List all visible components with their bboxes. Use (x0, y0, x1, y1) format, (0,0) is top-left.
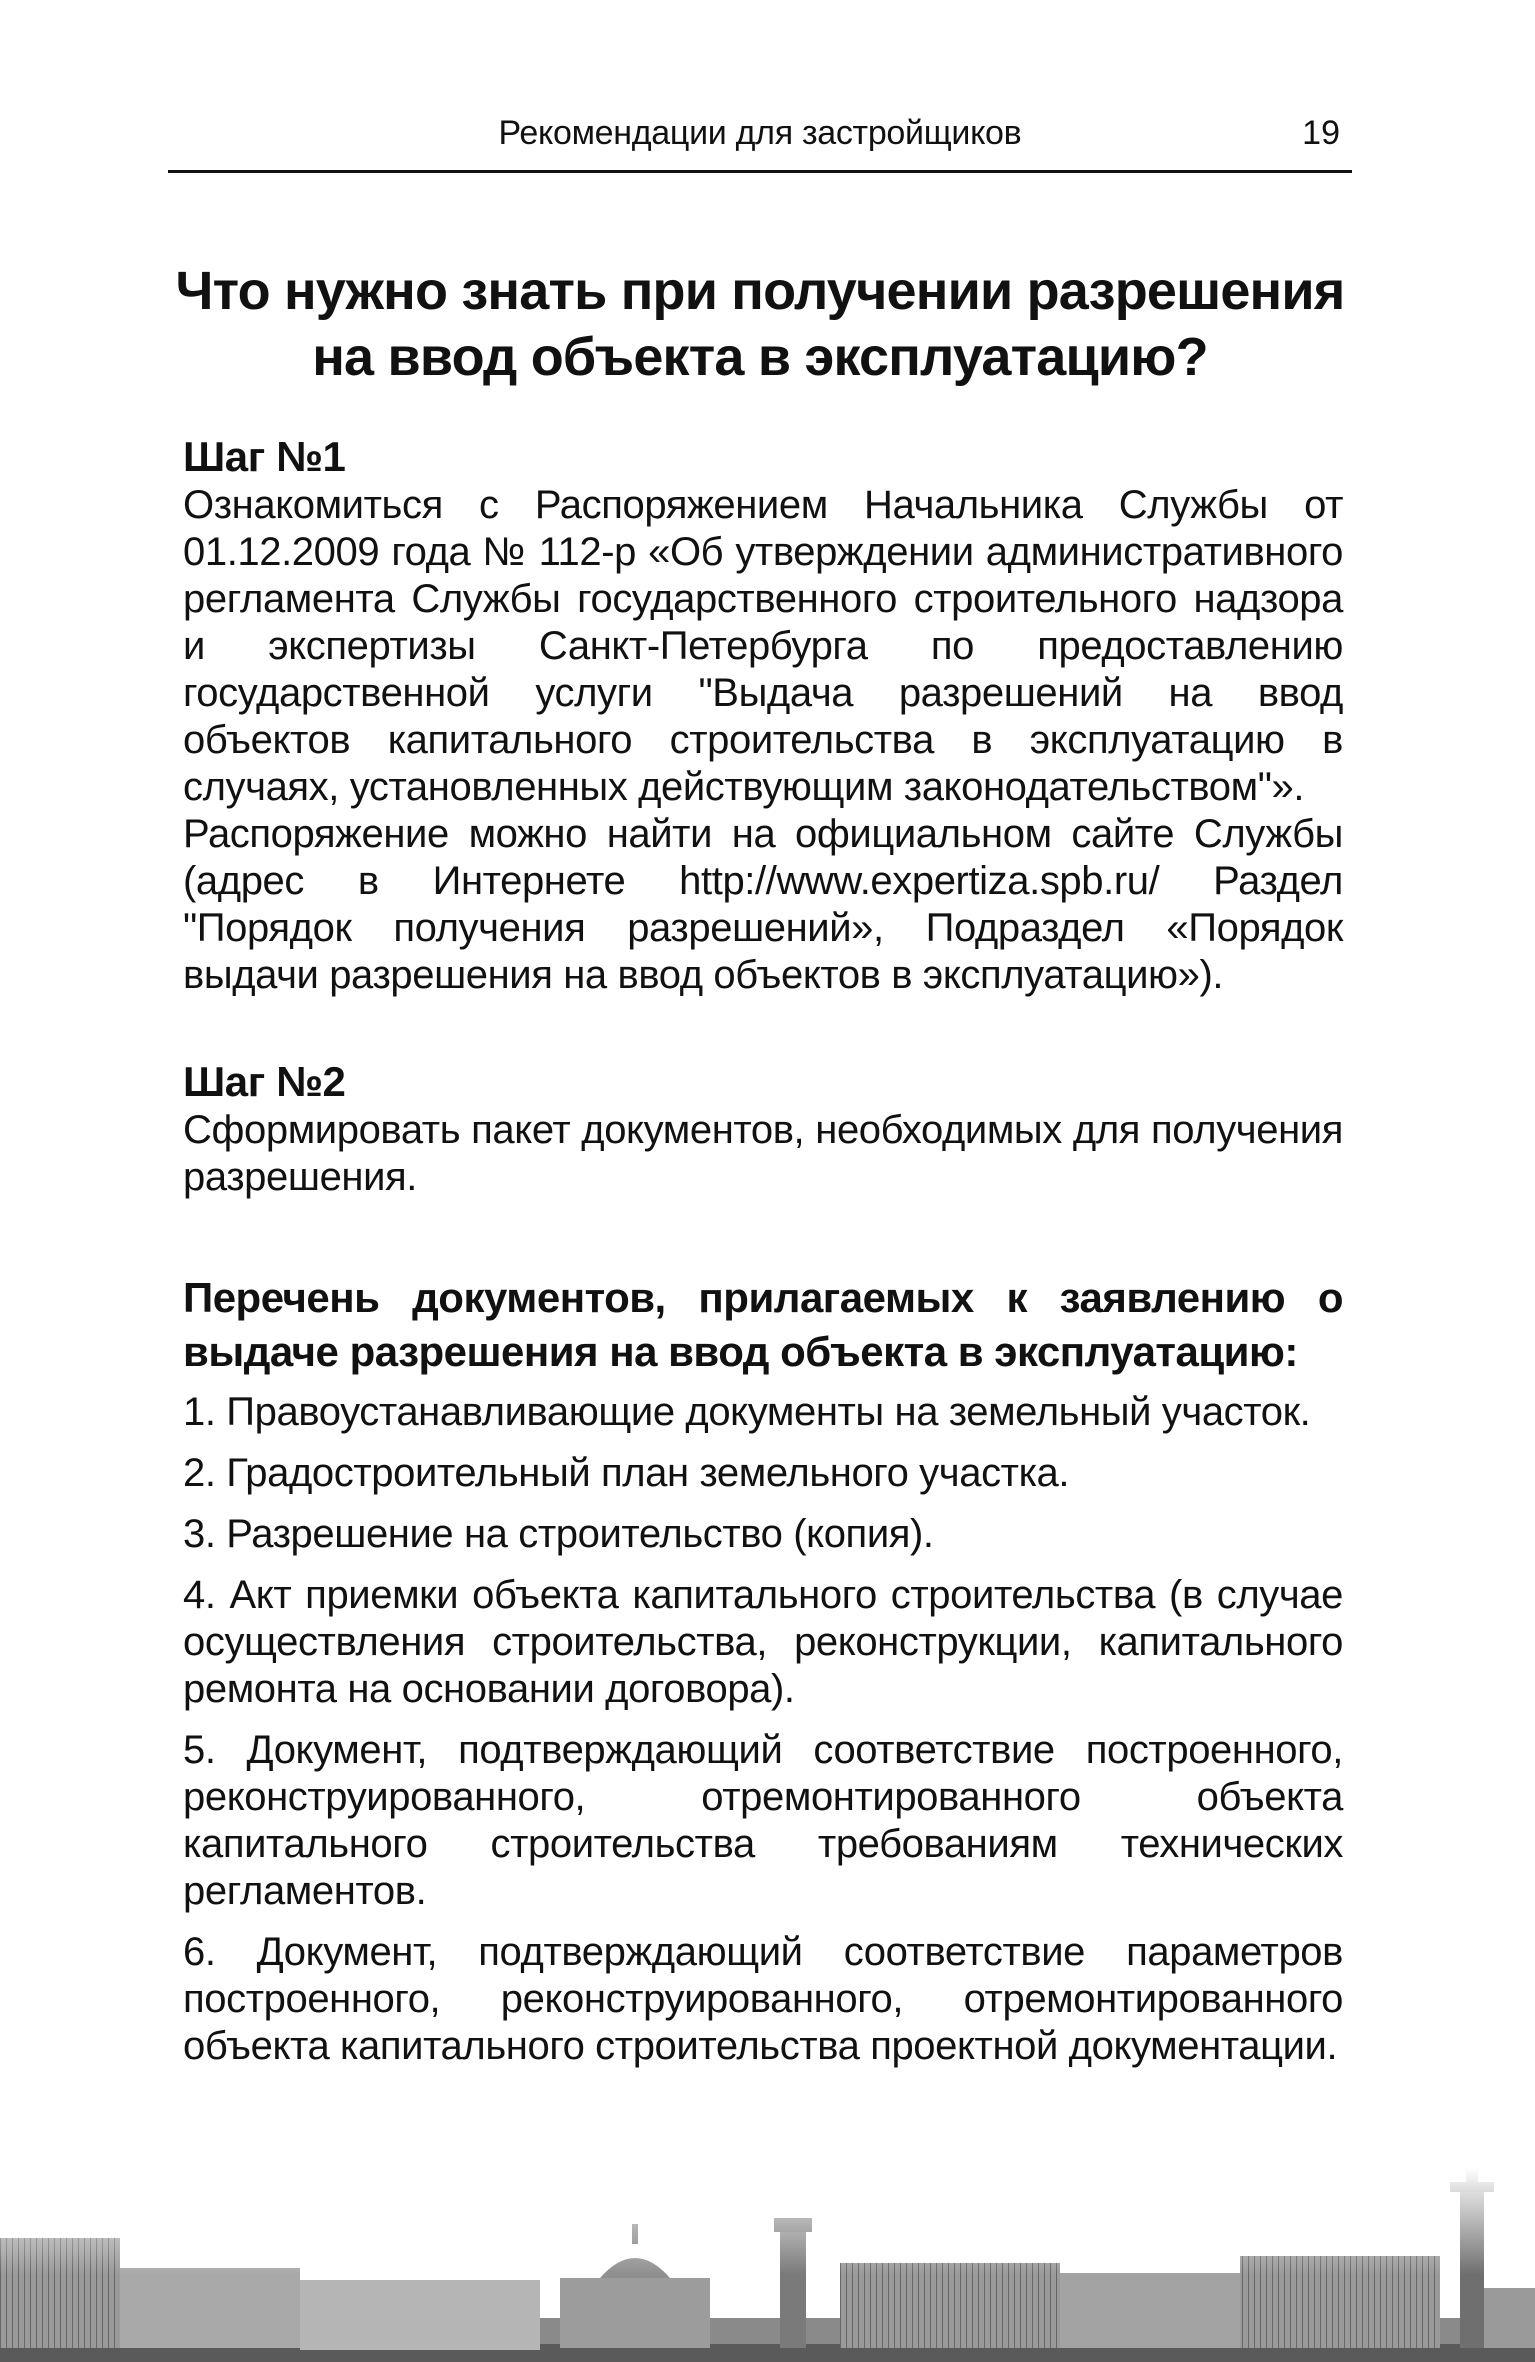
step-1-heading: Шаг №1 (183, 433, 346, 480)
page-number: 19 (1302, 114, 1340, 152)
documents-section (183, 1271, 1343, 2070)
list-item: 1. Правоустанавливающие документы на земельный участок. (183, 1390, 1311, 1434)
step-1-paragraph-1: Ознакомиться с Распоряжением Начальника Службы от 01.12.2009 года № 112-р «Об утверждении административного регламента Службы государственного строительного надзора и экспертизы Санкт-Петербурга по предоставлению государственной услуги "Выдача разрешений на ввод объектов капитального строительства в эксплуатацию в случаях, установленных действующим законодательством"». (183, 483, 1343, 809)
list-item: 2. Градостроительный план земельного участка. (183, 1451, 1070, 1495)
running-title: Рекомендации для застройщиков (498, 114, 1022, 152)
step-2-heading: Шаг №2 (183, 1058, 346, 1105)
documents-list (183, 1389, 1343, 2070)
list-item: 5. Документ, подтверждающий соответствие построенного, реконструированного, отремонтированного объекта капитального строительства требованиям технических регламентов. (183, 1728, 1343, 1913)
documents-list-heading: Перечень документов, прилагаемых к заявлению о выдаче разрешения на ввод объекта в эксплуатацию: (183, 1274, 1343, 1375)
step-1-paragraph-2: Распоряжение можно найти на официальном сайте Службы (адрес в Интернете http://www.expertiza.spb.ru/ Раздел "Порядок получения разрешений», Подраздел «Порядок выдачи разрешения на ввод объектов в эксплуатацию»). (183, 812, 1343, 997)
page-title (168, 258, 1352, 390)
step-1-section (183, 432, 1343, 999)
list-item: 3. Разрешение на строительство (копия). (183, 1512, 934, 1556)
spacer (183, 1201, 1343, 1271)
step-2-section (183, 1057, 1343, 1201)
spacer (183, 999, 1343, 1057)
content-body (183, 432, 1343, 2084)
page-title-line-2: на ввод объекта в эксплуатацию? (312, 327, 1208, 387)
step-2-paragraph-1: Сформировать пакет документов, необходимых для получения разрешения. (183, 1108, 1343, 1199)
running-header (168, 110, 1352, 173)
city-skyline-illustration (0, 2168, 1535, 2362)
page-title-line-1: Что нужно знать при получении разрешения (175, 261, 1345, 321)
list-item: 4. Акт приемки объекта капитального строительства (в случае осуществления строительства, реконструкции, капитального ремонта на основании договора). (183, 1573, 1343, 1711)
list-item: 6. Документ, подтверждающий соответствие параметров построенного, реконструированного, отремонтированного объекта капитального строительства проектной документации. (183, 1930, 1343, 2068)
